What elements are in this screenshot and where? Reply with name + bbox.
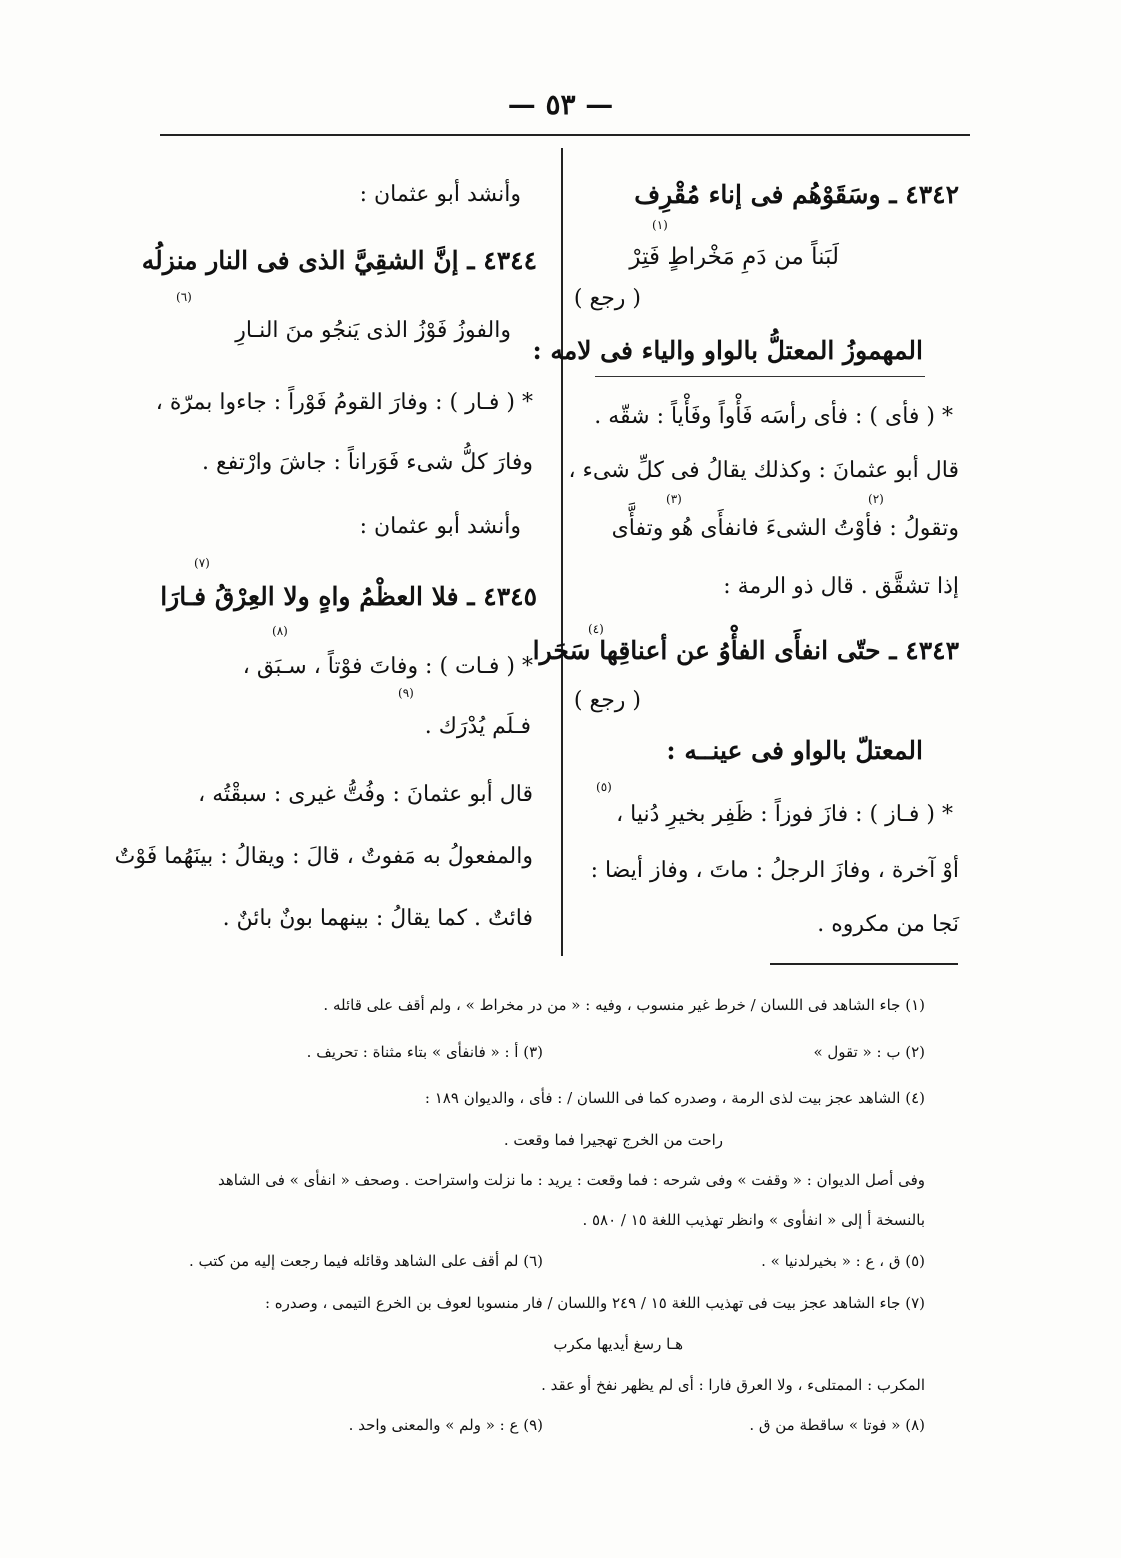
footnote-7-cont: المكرب : الممتلىء ، ولا العرق فارا : أى لم يظهر نفخ أو عقد . [541,1376,925,1394]
right-text-line: قال أبو عثمانَ : وكذلك يقالُ فى كلِّ شىء ، [568,458,959,483]
footnote-4-cont: بالنسخة أ إلى « انفأوى » وانظر تهذيب اللغة ١٥ / ٥٨٠ . [582,1211,925,1229]
footnote-9: (٩) ع : « ولم » والمعنى واحد . [348,1416,543,1434]
footnote-marker-7: (٧) [194,556,210,570]
header-rule [160,134,970,136]
left-text-line: قال أبو عثمانَ : وفُتُّ غيرى : سبقْتُه ، [198,782,533,807]
left-text-line: وفارَ كلُّ شىء فَوَراناً : جاشَ وارْتفع . [202,450,533,475]
footnote-4-verse: راحت من الخرج تهجيرا فما وقعت . [503,1131,723,1149]
left-text-line: فـلَم يُدْرَك . [424,714,531,739]
section-rule [595,376,925,377]
column-divider [561,148,563,956]
entry-faz: * ( فـاز ) : فازَ فوزاً : ظَفِر بخيرِ دُنيا ، [616,802,953,827]
verse-4343: ٤٣٤٣ ـ حتّى انفأَى الفأْوُ عن أعناقِها سَحَرا [532,636,959,665]
entry-fa-a: * ( فأى ) : فأى رأسَه فَأْواً وفَأْياً : شقّه . [594,404,953,429]
verse-4344-line2: والفوزُ فَوْزُ الذى يَنجُو منَ النـارِ [235,318,511,343]
left-text-line: فائتٌ . كما يقالُ : بينهما بونٌ بائنٌ . [222,906,533,931]
footnote-5: (٥) ق ، ع : « بخيرلدنيا » . [761,1252,925,1270]
verse-4342-line1: ٤٣٤٢ ـ وسَقَوْهُم فى إناء مُقْرِف [634,180,959,209]
footnote-marker-6: (٦) [176,290,192,304]
footnote-1: (١) جاء الشاهد فى اللسان / خرط غير منسوب ، وفيه : « من در مخراط » ، ولم أقف على قائله . [323,996,925,1014]
footnote-8: (٨) « فوتا » ساقطة من ق . [749,1416,925,1434]
right-text-line: نَجا من مكروه . [817,912,959,937]
left-text-line: وأنشد أبو عثمان : [359,182,521,207]
footnote-marker-4: (٤) [588,622,604,636]
verse-4345: ٤٣٤٥ ـ فلا العظْمُ واهٍ ولا العِرْقُ فـارَا [160,582,537,611]
footnote-2: (٢) ب : « تقول » [813,1043,925,1061]
footnote-marker-1: (١) [652,218,668,232]
footnote-4-cont: وفى أصل الديوان : « وقفت » وفى شرحه : فما وقعت : يريد : ما نزلت واستراحت . وصحف « انفأى » فى الشاهد [217,1171,925,1189]
verse-4342-line2: لَبَناً من دَمِ مَخْراطٍ فَتِرْ [629,244,839,270]
footnote-7-verse: هـا رسغ أيديها مكرب [553,1335,683,1353]
rajaz-marker: ( رجع ) [573,286,641,311]
footnote-marker-3: (٣) [666,492,682,506]
footnote-4: (٤) الشاهد عجز بيت لذى الرمة ، وصدره كما فى اللسان / : فأى ، والديوان ١٨٩ : [424,1089,925,1107]
rajaz-marker: ( رجع ) [573,688,641,713]
footnote-rule [770,963,958,965]
section-heading-hamzated: المهموزُ المعتلُّ بالواو والياء فى لامه : [532,336,923,365]
right-text-line: أوْ آخرة ، وفازَ الرجلُ : ماتَ ، وفاز أيضا : [590,858,959,883]
right-text-line: إذا تشقَّق . قال ذو الرمة : [723,574,959,599]
section-heading-waw-ayn: المعتلّ بالواو فى عينــه : [666,736,923,765]
footnote-3: (٣) أ : « فانفأى » بتاء مثناة : تحريف . [306,1043,543,1061]
footnote-6: (٦) لم أقف على الشاهد وقائله فيما رجعت إليه من كتب . [188,1252,543,1270]
verse-4344-line1: ٤٣٤٤ ـ إنَّ الشقِيَّ الذى فى النار منزلُه [141,246,537,275]
entry-fat: * ( فـات ) : وفاتَ فوْتاً ، سـبَق ، [242,654,533,679]
left-text-line: والمفعولُ به مَفوتٌ ، قالَ : ويقالُ : بينَهُما فَوْتٌ [114,844,533,869]
left-text-line: وأنشد أبو عثمان : [359,514,521,539]
page-number: — ٥٣ — [507,88,614,121]
footnote-marker-2: (٢) [868,492,884,506]
footnote-marker-5: (٥) [596,780,612,794]
entry-far: * ( فـار ) : وفارَ القومُ فَوْراً : جاءوا بمرّة ، [155,390,533,415]
footnote-marker-9: (٩) [398,686,414,700]
footnote-7: (٧) جاء الشاهد عجز بيت فى تهذيب اللغة ١٥ / ٢٤٩ واللسان / فار منسوبا لعوف بن الخرع التيمى ، وصدره : [264,1294,925,1312]
footnote-marker-8: (٨) [272,624,288,638]
right-text-line: وتقولُ : فأوْتُ الشىءَ فانفأَى هُو وتفأَّى [611,516,959,541]
